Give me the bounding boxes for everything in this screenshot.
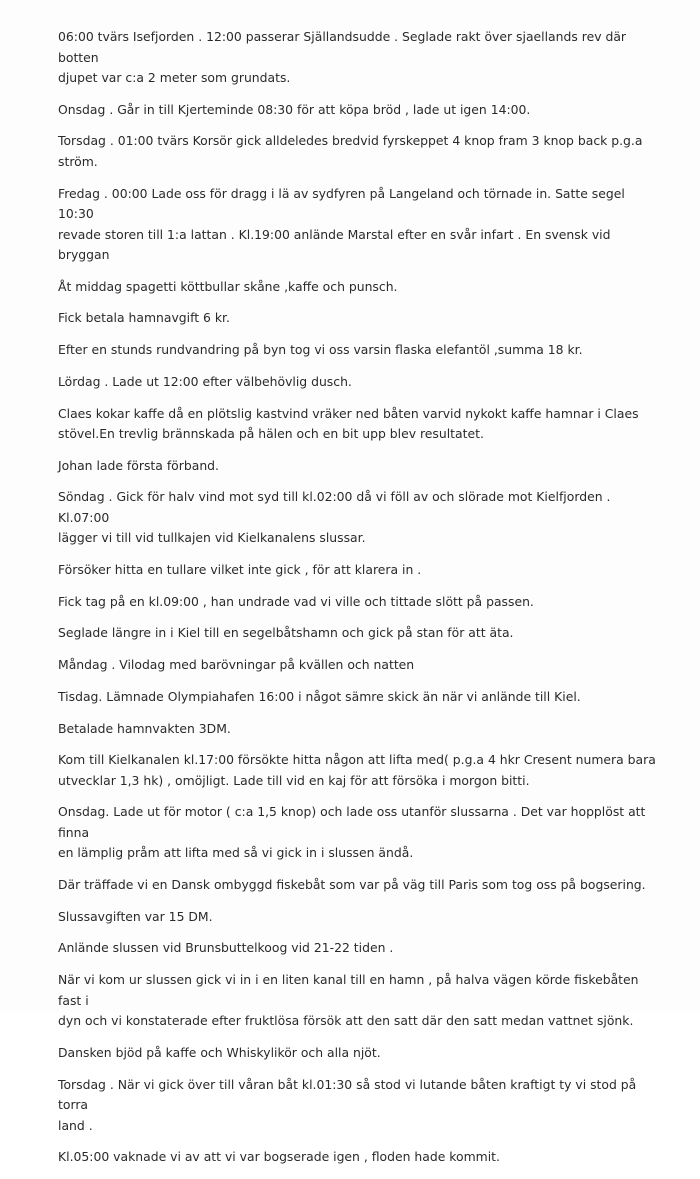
paragraph: Fick tag på en kl.09:00 , han undrade vad vi ville och tittade slött på passen. xyxy=(58,593,534,609)
paragraph: 06:00 tvärs Isefjorden . 12:00 passerar Själlandsudde . Seglade rakt över sjaellands rev där botten djupet var c:a 2 meter som grundats. xyxy=(58,29,627,85)
paragraph: Seglade längre in i Kiel till en segelbåtshamn och gick på stan för att äta. xyxy=(58,625,514,641)
document-body xyxy=(58,27,658,1179)
paragraph: Claes kokar kaffe då en plötslig kastvind vräker ned båten varvid nykokt kaffe hamnar i Claes stövel.En trevlig brännskada på hälen och en bit upp blev resultatet. xyxy=(58,405,639,441)
paragraph: Försöker hitta en tullare vilket inte gick , för att klarera in . xyxy=(58,562,422,578)
paragraph: Anlände slussen vid Brunsbuttelkoog vid 21-22 tiden . xyxy=(58,940,394,956)
paragraph: Kom till Kielkanalen kl.17:00 försökte hitta någon att lifta med( p.g.a 4 hkr Cresent numera bara utvecklar 1,3 hk) , omöjligt. Lade till vid en kaj för att försöka i morgon bitti. xyxy=(58,752,656,788)
paragraph: Johan lade första förband. xyxy=(58,457,219,473)
paragraph: Söndag . Gick för halv vind mot syd till kl.02:00 då vi föll av och slörade mot Kielfjorden . Kl.07:00 lägger vi till vid tullkajen vid Kielkanalens slussar. xyxy=(58,489,611,546)
paragraph: När vi kom ur slussen gick vi in i en liten kanal till en hamn , på halva vägen körde fiskebåten fast i dyn och vi konstaterade efter fruktlösa försök att den satt där den satt medan vattnet sjönk. xyxy=(58,972,639,1029)
paragraph: Fick betala hamnavgift 6 kr. xyxy=(58,310,230,326)
paragraph: Lördag . Lade ut 12:00 efter välbehövlig dusch. xyxy=(58,373,352,389)
paragraph: Slussavgiften var 15 DM. xyxy=(58,908,213,924)
paragraph: Onsdag. Lade ut för motor ( c:a 1,5 knop) och lade oss utanför slussarna . Det var hopplöst att finna en lämplig pråm att lifta med så vi gick in i slussen ändå. xyxy=(58,804,646,861)
paragraph: Torsdag . 01:00 tvärs Korsör gick alldeledes bredvid fyrskeppet 4 knop fram 3 knop back p.g.a ström. xyxy=(58,133,643,169)
paragraph: Kl.05:00 vaknade vi av att vi var bogserade igen , floden hade kommit. xyxy=(58,1149,500,1165)
paragraph: Där träffade vi en Dansk ombyggd fiskebåt som var på väg till Paris som tog oss på bogsering. xyxy=(58,877,646,893)
paragraph: Onsdag . Går in till Kjerteminde 08:30 för att köpa bröd , lade ut igen 14:00. xyxy=(58,101,531,117)
paragraph: Måndag . Vilodag med barövningar på kvällen och natten xyxy=(58,657,415,673)
paragraph: Efter en stunds rundvandring på byn tog vi oss varsin flaska elefantöl ,summa 18 kr. xyxy=(58,342,583,358)
paragraph: Åt middag spagetti köttbullar skåne ,kaffe och punsch. xyxy=(58,278,398,294)
paragraph: Fredag . 00:00 Lade oss för dragg i lä av sydfyren på Langeland och törnade in. Satte segel 10:30 revade storen till 1:a lattan . Kl.19:00 anlände Marstal efter en svår infart . En svensk vid bryggan xyxy=(58,185,625,263)
paragraph: Torsdag . När vi gick över till våran båt kl.01:30 så stod vi lutande båten kraftigt ty vi stod på torra land . xyxy=(58,1076,637,1133)
paragraph: Betalade hamnvakten 3DM. xyxy=(58,720,231,736)
paragraph: Tisdag. Lämnade Olympiahafen 16:00 i något sämre skick än när vi anlände till Kiel. xyxy=(58,688,581,704)
paragraph: Dansken bjöd på kaffe och Whiskylikör och alla njöt. xyxy=(58,1044,381,1060)
